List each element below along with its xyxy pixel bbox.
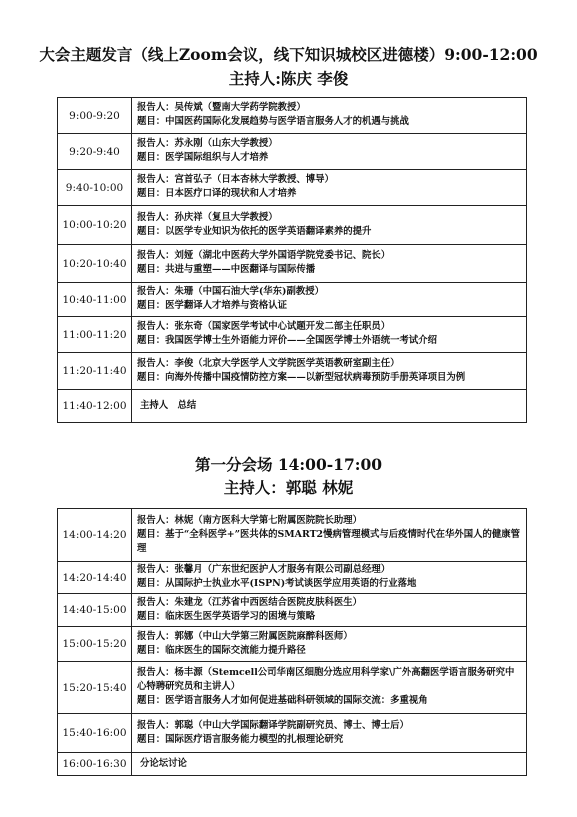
talk-info [132,134,527,170]
topic-line: 题目：共进与重塑——中医翻译与国际传播 [137,264,316,275]
speaker-line: 报告人：宫首弘子（日本杏林大学教授、博导） [137,174,334,185]
schedule-row [58,283,527,317]
talk-info [132,509,527,562]
schedule-row [58,753,527,776]
talk-info [132,594,527,627]
talk-info [132,206,527,245]
schedule-row [58,134,527,170]
session2-hosts: 主持人：郭聪 林妮 [223,478,354,497]
schedule-row [58,562,527,594]
time-slot: 10:40-11:00 [58,283,132,317]
time-slot: 15:00-15:20 [58,627,132,662]
talk-info [132,714,527,753]
talk-info [132,353,527,390]
speaker-line: 报告人：林妮（南方医科大学第七附属医院院长助理） [137,514,363,526]
time-slot: 10:20-10:40 [58,245,132,283]
schedule-row [58,353,527,390]
time-slot: 9:00-9:20 [58,98,132,134]
talk-info [132,627,527,662]
time-slot: 15:40-16:00 [58,714,132,753]
session2-title: 第一分会场 14:00-17:00 [194,455,383,474]
schedule-row [58,317,527,353]
schedule-row [58,594,527,627]
schedule-row [58,662,527,714]
talk-info [132,317,527,353]
topic-line: 题目：医学国际组织与人才培养 [137,152,269,163]
topic-line: 题目：临床医生医学英语学习的困境与策略 [137,610,316,622]
speaker-line: 报告人：孙庆祥（复旦大学教授） [137,211,278,223]
speaker-line: 报告人：朱珊（中国石油大学(华东)副教授） [137,286,324,297]
topic-line: 题目：我国医学博士生外语能力评价——全国医学博士外语统一考试介绍 [137,335,438,346]
speaker-line: 报告人：杨丰源（Stemcell公司华南区细胞分选应用科学家\广外高翻医学语言服务研究中心特聘研究员和主讲人） [137,667,515,692]
schedule-row [58,390,527,423]
topic-line: 题目：向海外传播中国疫情防控方案——以新型冠状病毒预防手册英译项目为例 [137,371,466,383]
topic-line: 题目：临床医生的国际交流能力提升路径 [137,644,306,656]
speaker-line: 报告人：郭聪（中山大学国际翻译学院副研究员、博士、博士后） [137,719,409,731]
time-slot: 9:20-9:40 [58,134,132,170]
time-slot: 15:20-15:40 [58,662,132,714]
talk-info [132,562,527,594]
session1-schedule-table [57,97,527,423]
topic-line: 题目：医学语言服务人才如何促进基础科研领域的国际交流：多重视角 [137,695,428,706]
topic-line: 题目：以医学专业知识为依托的医学英语翻译素养的提升 [137,225,372,237]
time-slot: 11:40-12:00 [58,390,132,423]
topic-line: 题目：国际医疗语言服务能力模型的扎根理论研究 [137,733,344,745]
schedule-row [58,627,527,662]
session1-title: 大会主题发言（线上Zoom会议，线下知识城校区进德楼）9:00-12:00 [39,45,538,64]
topic-line: 题目：医学翻译人才培养与资格认证 [137,300,288,311]
speaker-line: 报告人：张馨月（广东世纪医护人才服务有限公司副总经理） [137,564,391,575]
time-slot: 14:00-14:20 [58,509,132,562]
session2-schedule-table [57,508,527,776]
speaker-line: 报告人：张东奇（国家医学考试中心试题开发二部主任职员） [137,321,391,332]
speaker-line: 分论坛讨论 [140,757,187,769]
talk-info [132,390,527,423]
schedule-row [58,714,527,753]
time-slot: 11:20-11:40 [58,353,132,390]
speaker-line: 报告人：李俊（北京大学医学人文学院医学英语教研室副主任） [137,357,400,369]
schedule-row [58,509,527,562]
speaker-line: 报告人：苏永刚（山东大学教授） [137,138,278,149]
speaker-line: 报告人：吴传斌（暨南大学药学院教授） [137,102,306,113]
time-slot: 16:00-16:30 [58,753,132,776]
time-slot: 9:40-10:00 [58,170,132,206]
talk-info [132,170,527,206]
topic-line: 题目：日本医疗口译的现状和人才培养 [137,188,297,199]
talk-info [132,283,527,317]
speaker-line: 报告人：刘娅（湖北中医药大学外国语学院党委书记、院长） [137,250,391,261]
schedule-row [58,170,527,206]
time-slot: 10:00-10:20 [58,206,132,245]
time-slot: 14:40-15:00 [58,594,132,627]
time-slot: 14:20-14:40 [58,562,132,594]
session1-hosts: 主持人:陈庆 李俊 [228,69,349,88]
schedule-row [58,98,527,134]
talk-info [132,245,527,283]
speaker-line: 主持人 总结 [140,399,197,411]
topic-line: 题目：从国际护士执业水平(ISPN)考试谈医学应用英语的行业落地 [137,578,417,589]
speaker-line: 报告人：郭娜（中山大学第三附属医院麻醉科医师） [137,630,353,642]
talk-info [132,98,527,134]
topic-line: 题目：基于“全科医学+”医共体的SMART2慢病管理模式与后疫情时代在华外国人的健康管理 [137,528,520,554]
talk-info [132,753,527,776]
talk-info [132,662,527,714]
schedule-row [58,245,527,283]
time-slot: 11:00-11:20 [58,317,132,353]
topic-line: 题目：中国医药国际化发展趋势与医学语言服务人才的机遇与挑战 [137,116,409,127]
speaker-line: 报告人：朱建龙（江苏省中西医结合医院皮肤科医生） [137,596,363,608]
schedule-row [58,206,527,245]
